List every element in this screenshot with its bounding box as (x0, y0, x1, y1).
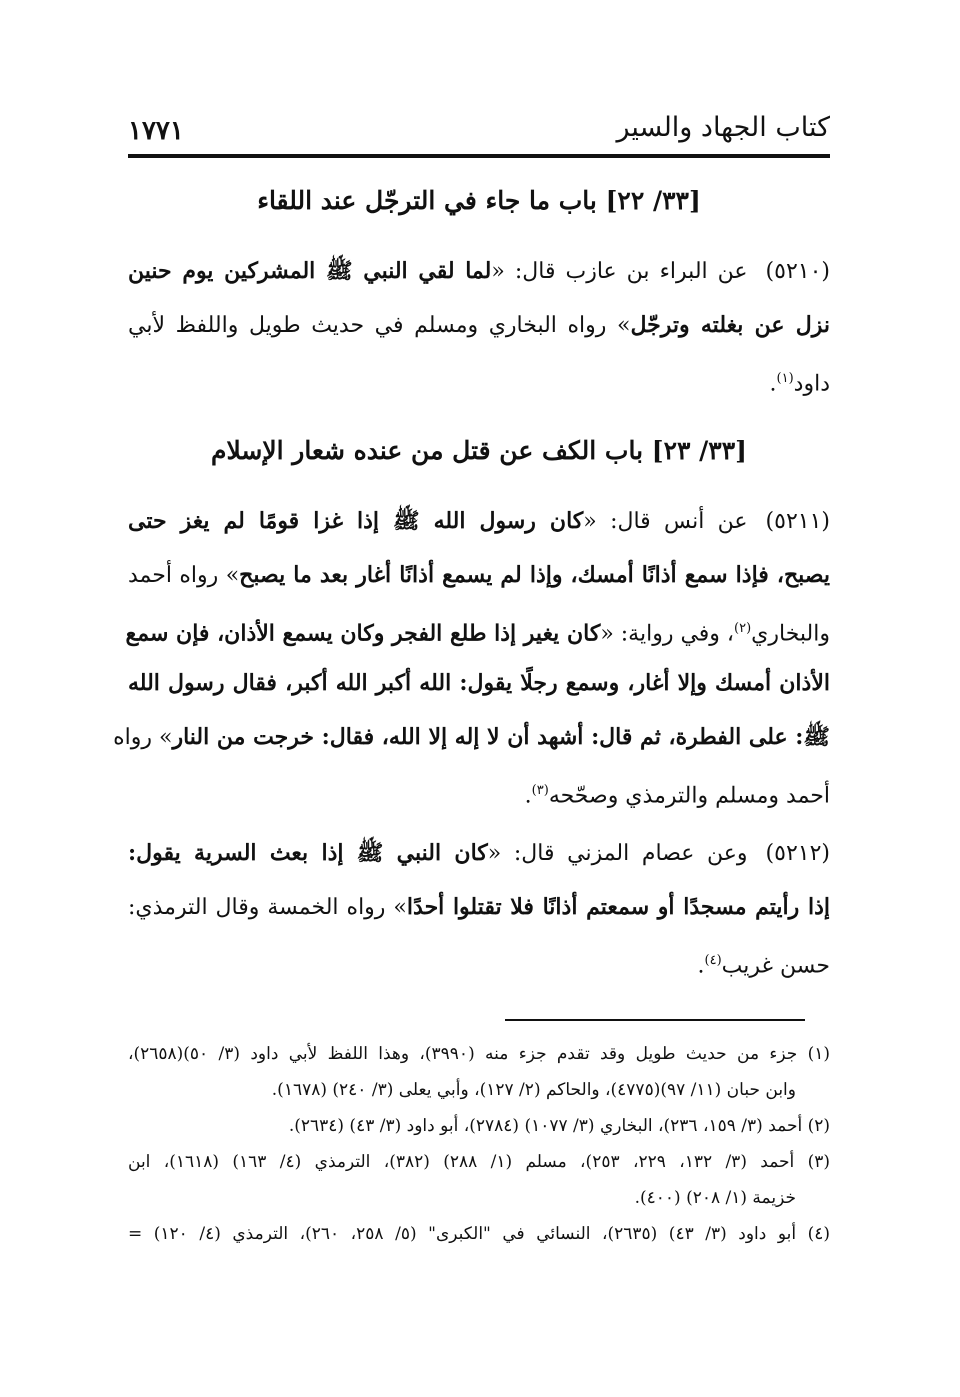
footnote-3: (٣) أحمد (٣/ ١٣٢، ٢٢٩، ٢٥٣)، مسلم (١/ ٢٨٨) (٣٨٢)، الترمذي (٤/ ١٦٣) (١٦١٨)، ابن (128, 1152, 831, 1172)
footnote-ref-1: (١) (776, 371, 794, 386)
hadith-number: (٥٢١٠) (765, 259, 830, 284)
hadith-5210 (128, 244, 830, 406)
footnote-1: (١) جزء من حديث طويل وقد تقدم جزء منه (٣٩٩٠)، وهذا اللفظ لأبي داود (٣/ ٥٠)(٢٦٥٨)، (128, 1044, 831, 1064)
hadith-text-end: . (769, 371, 777, 397)
hadith-text-end: . (524, 783, 532, 809)
hadith-quote: كان رسول الله ﷺ إذا غزا قومًا لم يغز حتى (128, 508, 584, 534)
hadith-text-end: . (697, 953, 705, 979)
hadith-line (128, 880, 830, 934)
chapter-heading-23: [٣٣/ ٢٣] باب الكف عن قتل من عنده شعار الإسلام (211, 436, 747, 465)
hadith-quote: الأذان أمسك وإلا أغار، وسمع رجلًا يقول: الله أكبر الله أكبر، فقال رسول الله (128, 670, 830, 696)
hadith-line (128, 934, 830, 988)
hadith-text: » رواه (113, 725, 173, 750)
footnote-ref-4: (٤) (704, 953, 722, 968)
footnote-4: (٤) أبو داود (٣/ ٤٣) (٢٦٣٥)، النسائي في "الكبرى" (٥/ ٢٥٨، ٢٦٠)، الترمذي (٤/ ١٢٠) = (128, 1224, 831, 1244)
hadith-text: أحمد ومسلم والترمذي وصحّحه (548, 783, 830, 809)
footnotes (128, 1036, 830, 1252)
hadith-text: » رواه أحمد (128, 563, 240, 588)
hadith-text: داود (793, 371, 830, 397)
hadith-quote: لما لقي النبي ﷺ المشركين يوم حنين (128, 258, 492, 284)
running-header (128, 110, 830, 158)
hadith-text: ، وفي رواية: « (600, 621, 735, 647)
footnote-separator (505, 1019, 805, 1021)
hadith-text: حسن غريب (721, 953, 830, 979)
hadith-line (128, 656, 830, 710)
hadith-line (128, 298, 830, 352)
hadith-quote: نزل عن بغلته وترجّل (630, 312, 830, 338)
hadith-quote: إذا رأيتم مسجدًا أو سمعتم أذانًا فلا تقتلوا أحدًا (406, 894, 830, 920)
hadith-line (128, 494, 830, 548)
page-number: ١٧٧١ (128, 116, 184, 146)
book-title: كتاب الجهاد والسير (616, 112, 830, 143)
hadith-number: (٥٢١٢) (765, 841, 830, 866)
hadith-text: » رواه الخمسة وقال الترمذي: (128, 895, 407, 920)
hadith-text: » رواه البخاري ومسلم في حديث طويل واللفظ لأبي (128, 313, 631, 338)
chapter-heading-22: [٣٣/ ٢٢] باب ما جاء في الترجّل عند اللقاء (257, 186, 701, 215)
footnote-3-cont: خزيمة (١/ ٢٠٨) (٤٠٠). (634, 1188, 796, 1208)
hadith-5212 (128, 826, 830, 988)
hadith-line (125, 602, 830, 656)
hadith-quote: كان النبي ﷺ إذا بعث السرية يقول: (128, 840, 488, 866)
hadith-text: وعن عصام المزني قال: « (487, 841, 748, 866)
hadith-line (113, 710, 830, 764)
hadith-5211 (113, 494, 831, 818)
hadith-text: والبخاري (751, 621, 830, 647)
hadith-number: (٥٢١١) (765, 509, 830, 534)
hadith-line (128, 764, 830, 818)
hadith-text: عن البراء بن عازب قال: « (491, 259, 748, 284)
hadith-quote: يصبح، فإذا سمع أذانًا أمسك، وإذا لم يسمع أذانًا أغار بعد ما يصبح (239, 562, 831, 588)
hadith-text: عن أنس قال: « (583, 509, 748, 534)
hadith-line (128, 826, 830, 880)
footnote-2: (٢) أحمد (٣/ ١٥٩، ٢٣٦)، البخاري (٣/ ١٠٧٧) (٢٧٨٤)، أبو داود (٣/ ٤٣) (٢٦٣٤). (288, 1116, 830, 1136)
footnote-ref-2: (٢) (734, 621, 752, 636)
footnote-ref-3: (٣) (531, 783, 549, 798)
hadith-quote: ﷺ: على الفطرة، ثم قال: أشهد أن لا إله إلا الله، فقال: خرجت من النار (172, 724, 830, 750)
hadith-line (128, 352, 830, 406)
hadith-line (128, 548, 830, 602)
hadith-quote: كان يغير إذا طلع الفجر وكان يسمع الأذان، فإن سمع (125, 620, 601, 647)
hadith-line (128, 244, 830, 298)
footnote-1-cont: وابن حبان (١١/ ٩٧)(٤٧٧٥)، والحاكم (٢/ ١٢٧)، وأبي يعلى (٣/ ٢٤٠) (١٦٧٨). (271, 1080, 796, 1100)
